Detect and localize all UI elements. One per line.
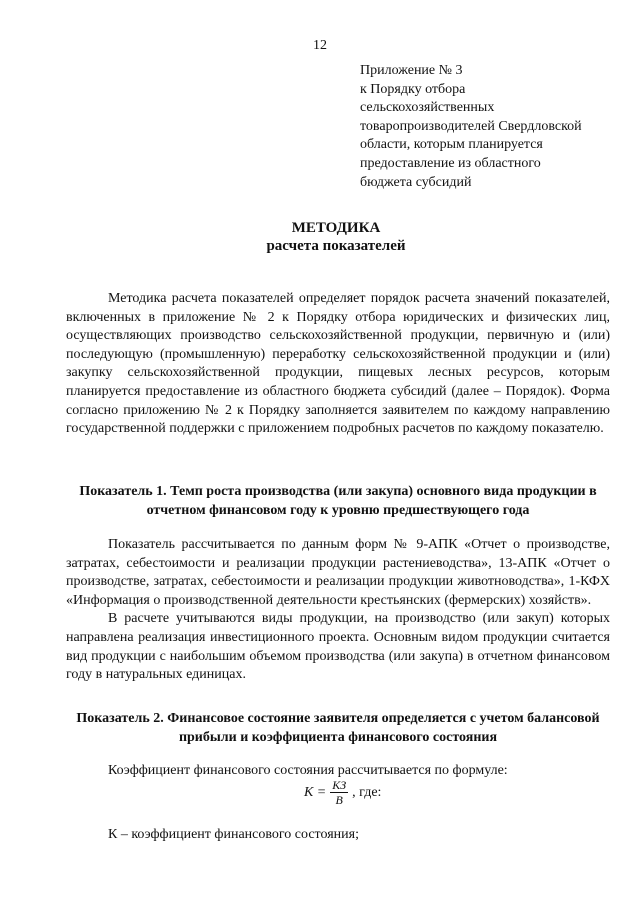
formula-intro: Коэффициент финансового состояния рассчитывается по формуле: [108, 763, 508, 778]
appendix-line: предоставление из областного [360, 155, 541, 171]
appendix-line: области, которым планируется [360, 137, 543, 153]
appendix-line: сельскохозяйственных [360, 100, 495, 116]
appendix-block [360, 62, 610, 192]
paragraph: Показатель рассчитывается по данным форм № 9-АПК «Отчет о производстве, затратах, себестоимости и реализации продукции растениеводства», 13-АПК «Отчет о производстве, затратах, себестоимости и реализации продукции животноводства», 1-КФХ «Информация о производственной деятельности крестьянских (фермерских) хозяйств». [66, 537, 610, 608]
formula-lhs: К = [304, 784, 327, 800]
formula-fraction [330, 778, 348, 807]
paragraph: Методика расчета показателей определяет порядок расчета значений показателей, включенных в приложение № 2 к Порядку отбора юридических и физических лиц, осуществляющих производство сельскохозяйственной продукции, первичную и (или) последующую (промышленную) переработку сельскохозяйственной продукции и (или) закупку сельскохозяйственной продукции, пищевых лесных ресурсов, которым планируется предоставление из областного бюджета субсидий (далее – Порядок). Форма согласно приложению № 2 к Порядку заполняется заявителем по каждому направлению государственной поддержки с приложением подробных расчетов по каждому показателю. [66, 291, 610, 437]
appendix-line: Приложение № 3 [360, 63, 463, 78]
paragraph: В расчете учитываются виды продукции, на производство (или закуп) которых направлена реализация инвестиционного проекта. Основным видом продукции считается вид продукции с наибольшим объемом производства (или закупа) в отчетном финансовом году в натуральных единицах. [66, 611, 610, 683]
definition-k: К – коэффициент финансового состояния; [108, 827, 359, 842]
title-sub: расчета показателей [266, 238, 406, 254]
appendix-line: к Порядку отбора [360, 81, 466, 97]
formula-tail: , где: [352, 784, 382, 800]
indicator2-heading: Показатель 2. Финансовое состояние заявителя определяется с учетом балансовой прибыли и коэффициента финансового состояния [76, 711, 600, 745]
formula [304, 778, 381, 807]
title-main: МЕТОДИКА [291, 220, 381, 236]
indicator1-heading: Показатель 1. Темп роста производства (или закупа) основного вида продукции в отчетном финансовом году к уровню предшествующего года [79, 484, 597, 518]
indicator1-body [66, 536, 610, 685]
appendix-line: бюджета субсидий [360, 174, 472, 190]
page-number: 12 [313, 38, 327, 53]
intro-paragraph [66, 290, 610, 439]
formula-denominator: В [335, 793, 343, 807]
document-title [0, 219, 640, 255]
appendix-line: товаропроизводителей Свердловской [360, 118, 582, 134]
formula-numerator: КЗ [332, 778, 347, 792]
